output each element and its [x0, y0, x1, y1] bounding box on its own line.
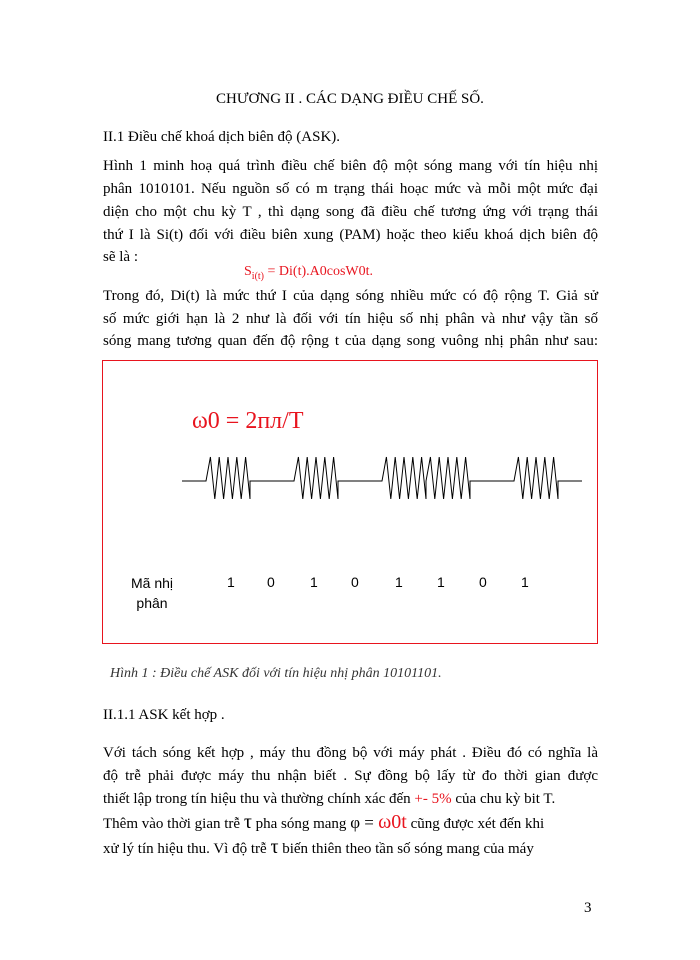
bit-value: 0 — [267, 574, 275, 590]
page-number: 3 — [584, 900, 592, 916]
paragraph-line: sóng mang tương quan đến độ rộng t của dạng song vuông nhị phân như sau: — [103, 333, 598, 349]
paragraph-line: độ trễ phải được máy thu nhận biết . Sự đồng bộ lấy từ đo thời gian được — [103, 768, 598, 784]
chapter-title: CHƯƠNG II . CÁC DẠNG ĐIỀU CHẾ SỐ. — [216, 91, 484, 107]
paragraph-line: phân 1010101. Nếu nguồn số có m trạng thái hoạc mức và mỗi một mức đại — [103, 181, 598, 197]
ask-formula: $S_{i(t)} = Di(t).A0\cos W0t$. — [244, 264, 374, 282]
paragraph-line: thứ I là Si(t) đối với điều biên xung (PAM) hoặc theo kiểu khoá dịch biên độ — [103, 227, 598, 243]
binary-code-label: Mã nhị phân — [130, 575, 174, 611]
paragraph-line: Hình 1 minh hoạ quá trình điều chế biên độ một sóng mang với tín hiệu nhị — [103, 158, 598, 174]
omega-formula: ω0 = 2пл/T — [192, 408, 304, 434]
bit-value: 1 — [310, 574, 318, 590]
paragraph-line: sẽ là : — [103, 249, 138, 265]
paragraph-line: xử lý tín hiệu thu. Vì độ trễ τ biến thiên theo tần số sóng mang của máy — [103, 836, 534, 858]
section-heading-ask: II.1 Điều chế khoá dịch biên độ (ASK). — [103, 129, 341, 145]
section-heading-coherent-ask: II.1.1 ASK kết hợp . — [103, 707, 225, 723]
paragraph-line: Trong đó, Di(t) là mức thứ I của dạng sóng nhiều mức có độ rộng T. Giả sử — [103, 288, 598, 304]
bit-value: 1 — [227, 574, 235, 590]
bit-value: 1 — [395, 574, 403, 590]
paragraph-line: số mức giới hạn là 2 như là đối với tín hiệu số nhị phân và như vậy tần số — [103, 311, 598, 327]
bit-value: 0 — [351, 574, 359, 590]
paragraph-line: thiết lập trong tín hiệu thu và thường chính xác đến +- 5% của chu kỳ bit T. — [103, 791, 556, 807]
bit-value: 1 — [521, 574, 529, 590]
bit-value: 1 — [437, 574, 445, 590]
figure-caption: Hình 1 : Điều chế ASK đối với tín hiệu nhị phân 10101101. — [110, 666, 442, 681]
paragraph-line: Thêm vào thời gian trễ τ pha sóng mang φ = ω0t cũng được xét đến khi — [103, 811, 545, 833]
paragraph-line: diện cho một chu kỳ T , thì dạng song đã điều chế tương ứng với trạng thái — [103, 204, 598, 220]
bit-value: 0 — [479, 574, 487, 590]
ask-waveform — [182, 450, 582, 510]
paragraph-line: Với tách sóng kết hợp , máy thu đồng bộ với máy phát . Điều đó có nghĩa là — [103, 745, 598, 761]
